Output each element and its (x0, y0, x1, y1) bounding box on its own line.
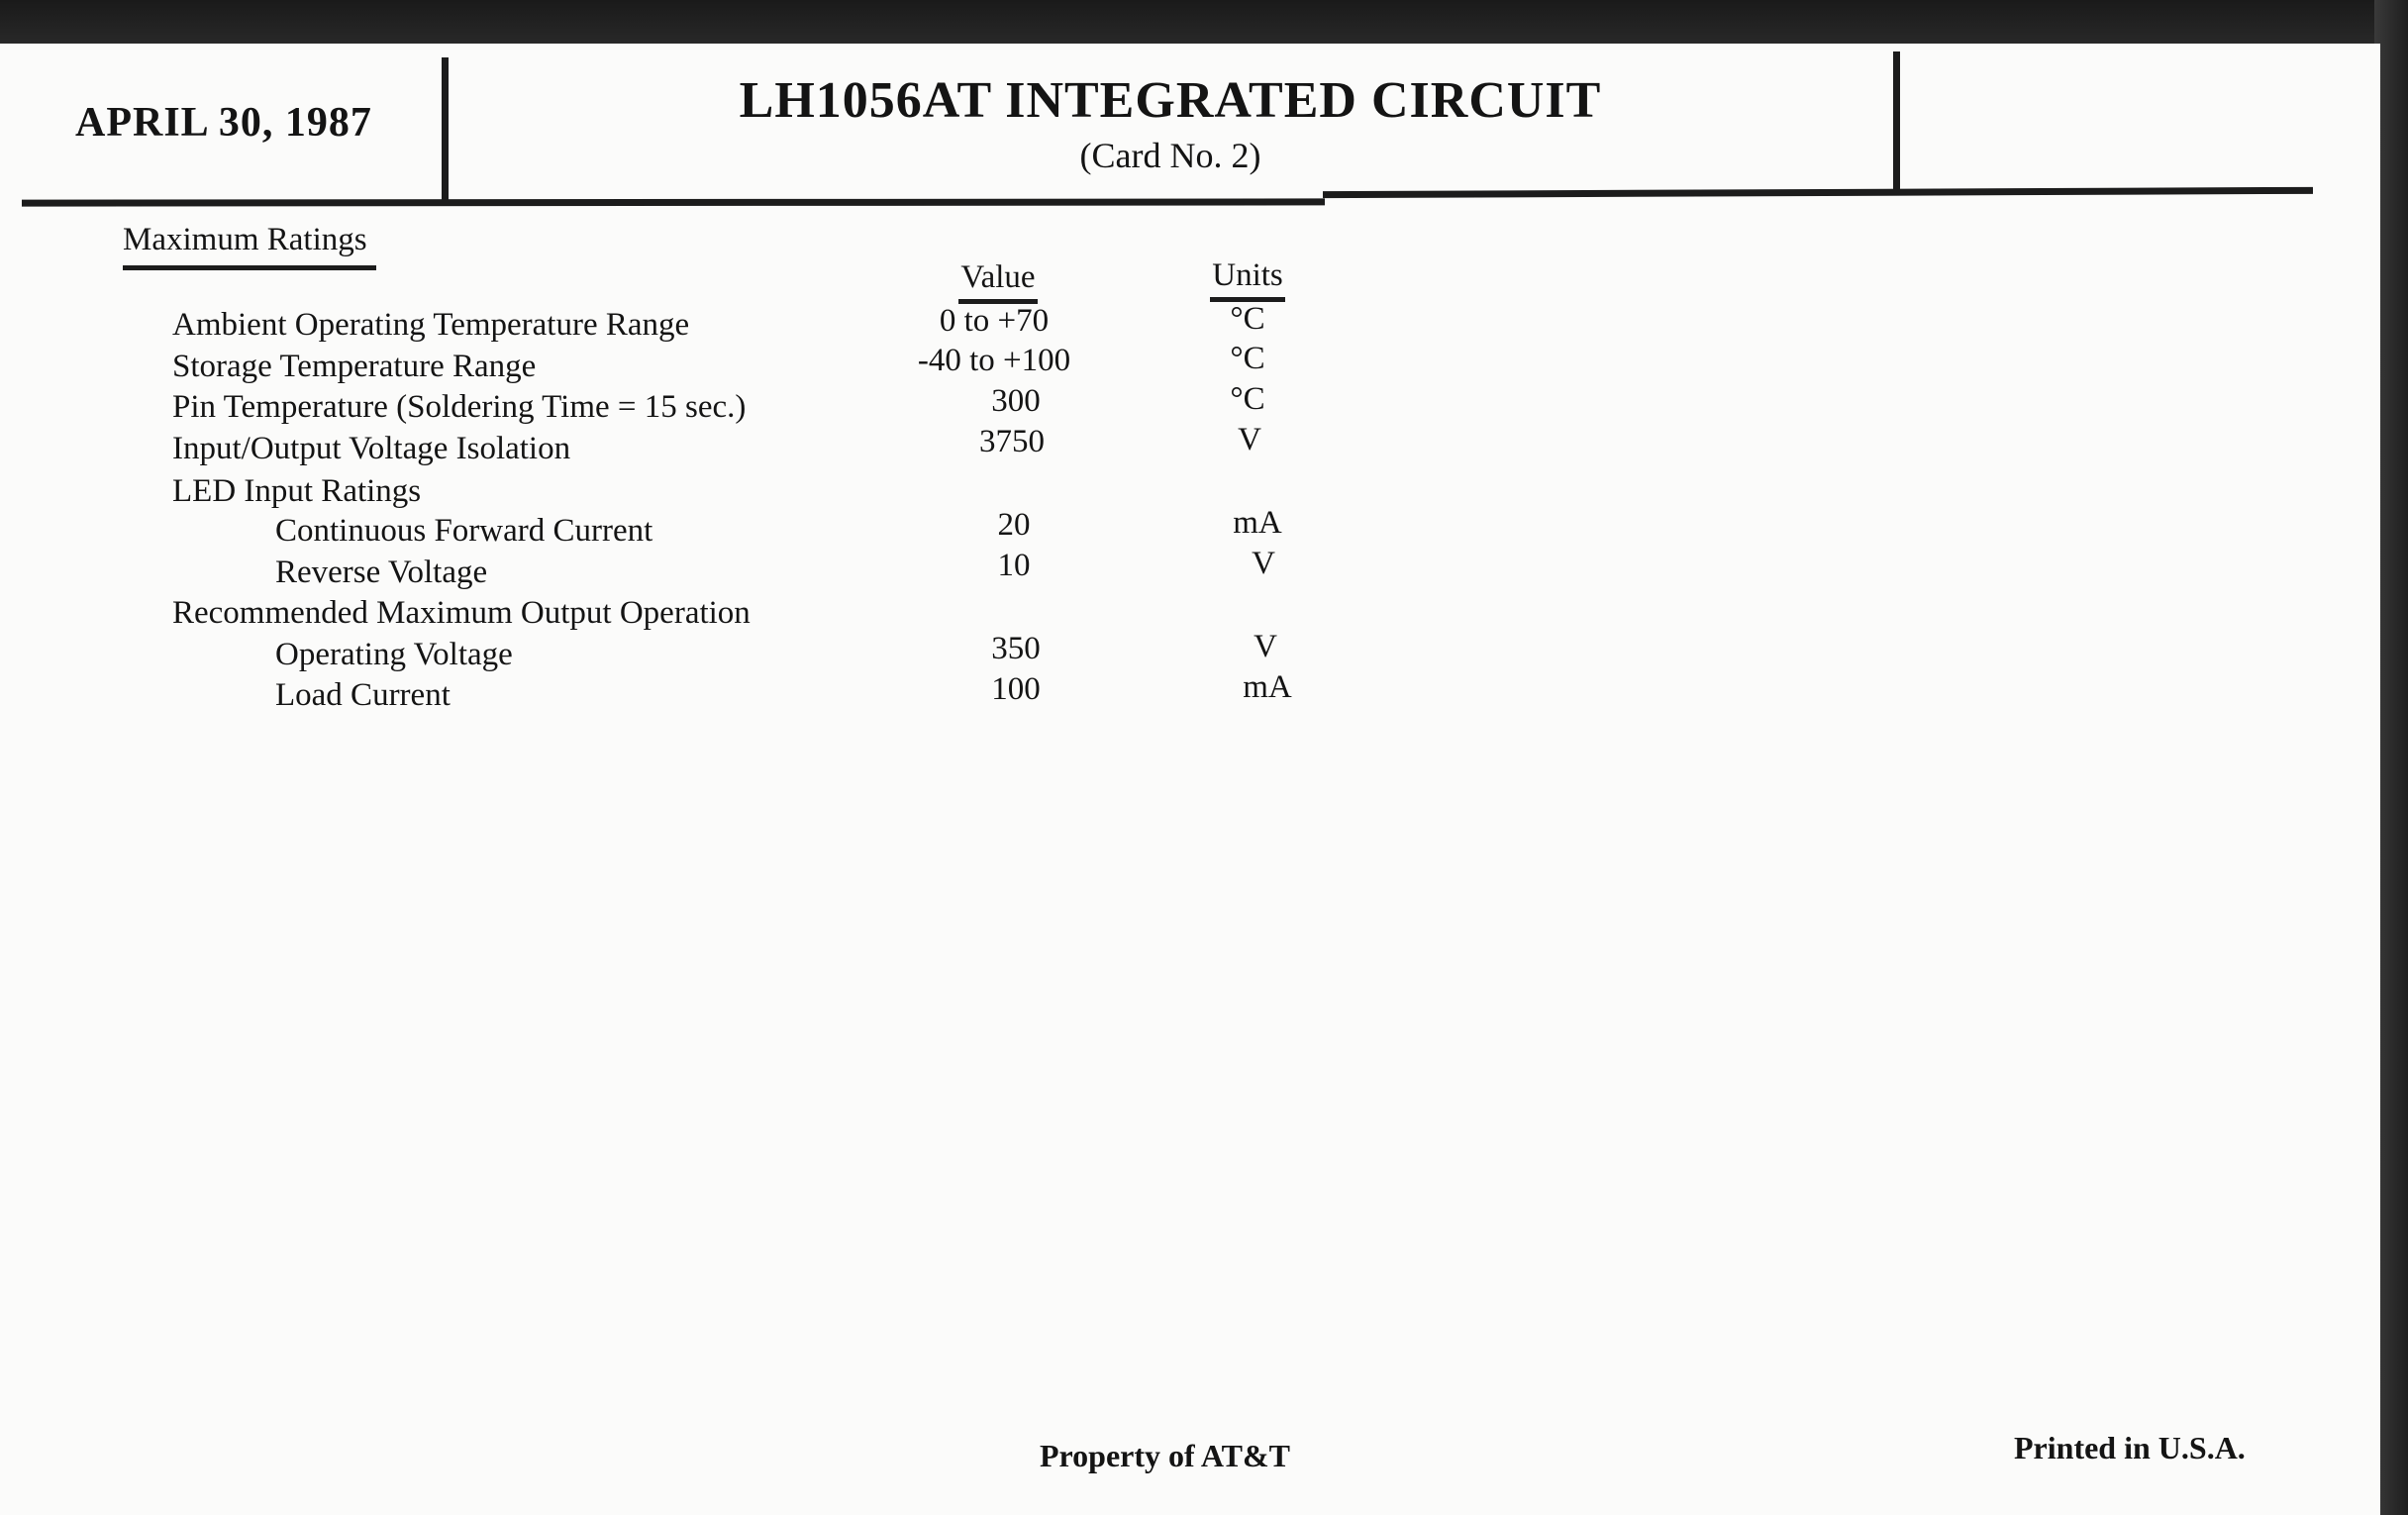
row-value: 300 (991, 383, 1041, 419)
row-value: 350 (991, 631, 1041, 666)
row-label: Reverse Voltage (275, 555, 488, 590)
column-header-value: Value (960, 259, 1036, 295)
header-divider-right (1893, 51, 1900, 194)
scan-border-top (0, 0, 2408, 50)
row-label: Recommended Maximum Output Operation (172, 595, 751, 631)
row-value: -40 to +100 (917, 343, 1071, 378)
footer-printed: Printed in U.S.A. (2014, 1430, 2246, 1465)
row-label: Input/Output Voltage Isolation (172, 431, 571, 466)
row-unit: V (1238, 422, 1261, 457)
row-unit: °C (1230, 381, 1265, 417)
row-unit: mA (1233, 505, 1282, 541)
row-value: 20 (997, 507, 1031, 543)
row-label: Ambient Operating Temperature Range (172, 307, 690, 343)
row-label: Load Current (275, 677, 451, 713)
row-value: 0 to +70 (939, 303, 1050, 339)
card-title: LH1056AT INTEGRATED CIRCUIT (739, 72, 1602, 129)
header-rule (22, 198, 1325, 206)
row-unit: V (1254, 629, 1277, 664)
section-title-underline (123, 265, 376, 270)
row-label: Storage Temperature Range (172, 349, 537, 384)
row-value: 10 (997, 548, 1031, 583)
card-subtitle: (Card No. 2) (1079, 136, 1261, 175)
row-value: 100 (991, 671, 1041, 707)
row-unit: °C (1230, 341, 1265, 376)
row-unit: V (1252, 546, 1275, 581)
row-unit: °C (1230, 301, 1265, 337)
row-label: Pin Temperature (Soldering Time = 15 sec.) (172, 389, 747, 425)
column-header-units: Units (1212, 257, 1283, 293)
row-label: Operating Voltage (275, 637, 513, 672)
footer-property: Property of AT&T (1040, 1438, 1290, 1473)
row-unit: mA (1243, 669, 1292, 705)
row-label: LED Input Ratings (172, 473, 422, 509)
row-label: Continuous Forward Current (275, 513, 653, 549)
section-title: Maximum Ratings (123, 222, 367, 257)
card-date: APRIL 30, 1987 (75, 100, 372, 146)
row-value: 3750 (979, 424, 1045, 459)
